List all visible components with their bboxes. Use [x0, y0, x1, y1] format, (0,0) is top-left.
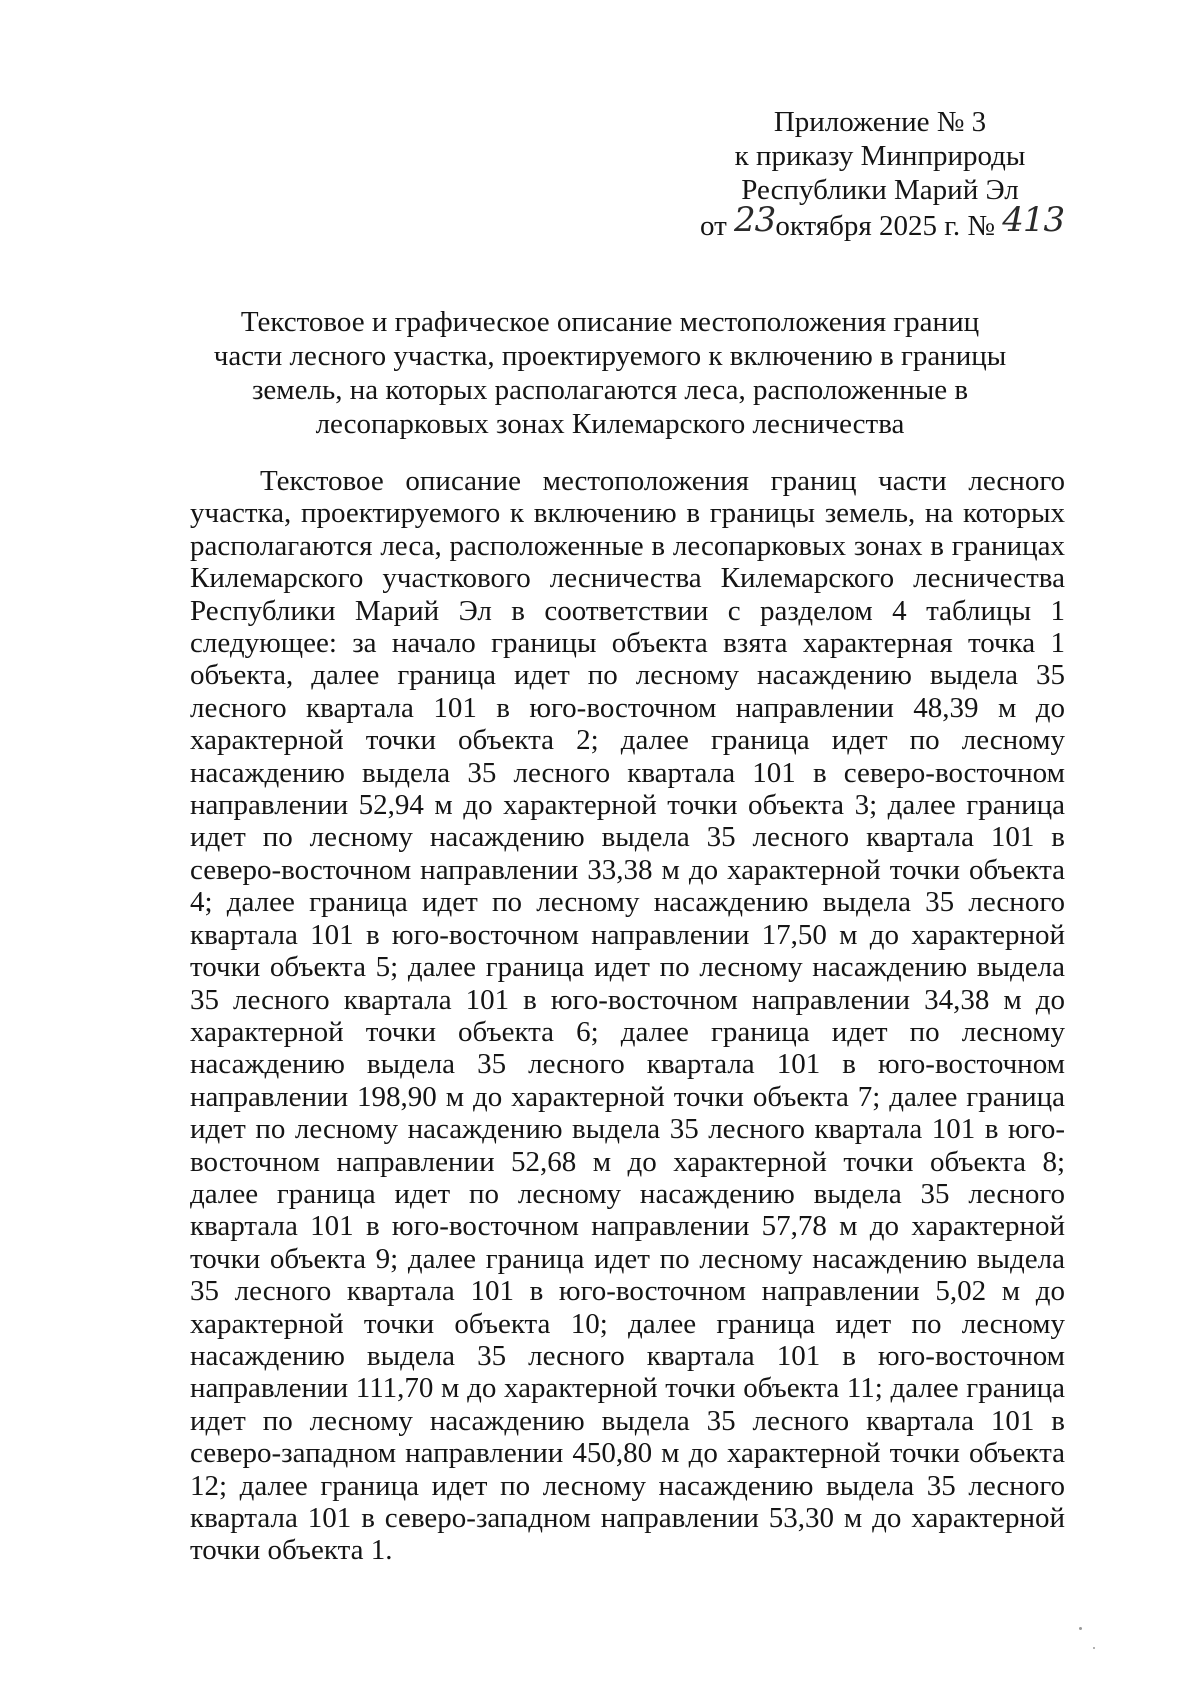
appendix-number: Приложение № 3 — [773, 106, 987, 138]
title-line-3: земель, на которых располагаются леса, расположенные в — [251, 374, 969, 406]
appendix-date-line — [700, 200, 1065, 243]
title-line-2: части лесного участка, проектируемого к включению в границы — [213, 340, 1007, 372]
title-line-4: лесопарковых зонах Килемарского лесничества — [315, 408, 905, 440]
scan-speck — [1093, 1647, 1095, 1649]
scan-speck — [1079, 1627, 1082, 1630]
title-line-1: Текстовое и графическое описание местоположения границ — [240, 306, 980, 338]
appendix-ministry: Республики Марий Эл — [741, 174, 1019, 206]
handwritten-order-number: 413 — [1002, 200, 1065, 240]
document-title — [190, 305, 1030, 441]
appendix-header — [700, 105, 1065, 243]
date-prefix: от — [700, 210, 727, 242]
handwritten-day: 23 — [734, 200, 776, 240]
body-paragraph: Текстовое описание местоположения границ части лесного участка, проектируемого к включению в границы земель, на которых располагаются леса, расположенные в лесопарковых зонах в границах Килемарского участкового лесничества Килемарского лесничества Республики Марий Эл в соответствии с разделом 4 таблицы 1 следующее: за начало границы объекта взята характерная точка 1 объекта, далее граница идет по лесному насаждению выдела 35 лесного квартала 101 в юго-восточном направлении 48,39 м до характерной точки объекта 2; далее граница идет по лесному насаждению выдела 35 лесного квартала 101 в северо-восточном направлении 52,94 м до характерной точки объекта 3; далее граница идет по лесному насаждению выдела 35 лесного квартала 101 в северо-восточном направлении 33,38 м до характерной точки объекта 4; далее граница идет по лесному насаждению выдела 35 лесного квартала 101 в юго-восточном направлении 17,50 м до характерной точки объекта 5; далее граница идет по лесному насаждению выдела 35 лесного квартала 101 в юго-восточном направлении 34,38 м до характерной точки объекта 6; далее граница идет по лесному насаждению выдела 35 лесного квартала 101 в юго-восточном направлении 198,90 м до характерной точки объекта 7; далее граница идет по лесному насаждению выдела 35 лесного квартала 101 в юго-восточном направлении 52,68 м до характерной точки объекта 8; далее граница идет по лесному насаждению выдела 35 лесного квартала 101 в юго-восточном направлении 57,78 м до характерной точки объекта 9; далее граница идет по лесному насаждению выдела 35 лесного квартала 101 в юго-восточном направлении 5,02 м до характерной точки объекта 10; далее граница идет по лесному насаждению выдела 35 лесного квартала 101 в юго-восточном направлении 111,70 м до характерной точки объекта 11; далее граница идет по лесному насаждению выдела 35 лесного квартала 101 в северо-западном направлении 450,80 м до характерной точки объекта 12; далее граница идет по лесному насаждению выдела 35 лесного квартала 101 в северо-западном направлении 53,30 м до характерной точки объекта 1. — [190, 465, 1065, 1567]
date-rest: октября 2025 г. № — [775, 210, 996, 242]
appendix-order-ref: к приказу Минприроды — [734, 140, 1026, 172]
scan-specks — [1075, 1625, 1105, 1655]
